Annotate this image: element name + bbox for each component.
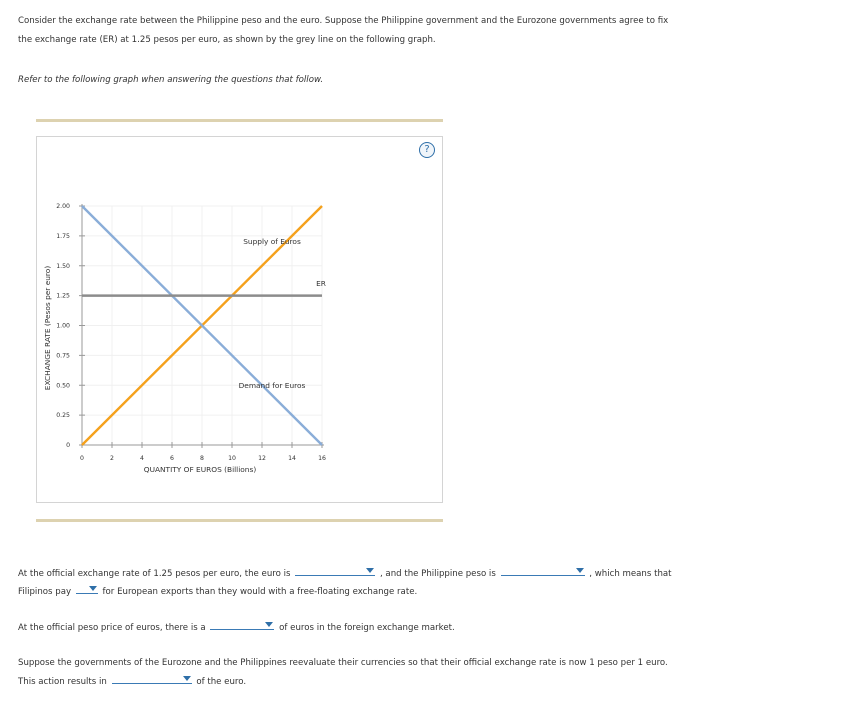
y-tick-label: 0: [66, 442, 70, 449]
y-tick-label: 1.00: [56, 322, 70, 330]
demand-label: Demand for Euros: [238, 381, 306, 390]
q3-text-b: of the euro.: [196, 677, 247, 687]
bottom-divider-band: [36, 519, 443, 522]
x-tick-label: 6: [170, 455, 174, 462]
x-tick-label: 0: [80, 455, 84, 462]
q2-text-a: At the official peso price of euros, there is a: [18, 623, 206, 633]
q1-text-d: Filipinos pay: [18, 587, 72, 597]
filipinos-pay-dropdown[interactable]: [76, 583, 98, 594]
q2-text-b: of euros in the foreign exchange market.: [279, 623, 455, 633]
x-tick-label: 8: [200, 455, 204, 462]
chevron-down-icon: [265, 622, 273, 627]
question-1-line-1: [18, 565, 672, 583]
q3-text-a: This action results in: [18, 677, 107, 687]
intro-line-1: Consider the exchange rate between the Philippine peso and the euro. Suppose the Philippine government and the Eurozone governments agree to fix: [18, 16, 669, 26]
help-button[interactable]: ?: [419, 142, 435, 158]
q1-text-b: , and the Philippine peso is: [379, 569, 496, 579]
market-condition-dropdown[interactable]: [210, 619, 274, 630]
question-3-line-1: Suppose the governments of the Eurozone and the Philippines reevaluate their currencies so that their official exchange rate is now 1 peso per 1 euro.: [18, 658, 668, 668]
er-label: ER: [316, 279, 326, 288]
x-tick-label: 14: [288, 455, 296, 462]
y-tick-label: 1.75: [56, 232, 70, 240]
chevron-down-icon: [89, 586, 97, 591]
x-tick-label: 2: [110, 455, 114, 462]
y-tick-label: 1.25: [56, 292, 70, 300]
y-tick-label: 0.75: [56, 352, 70, 360]
question-2: [18, 619, 455, 637]
chevron-down-icon: [366, 568, 374, 573]
question-1-line-2: [18, 583, 417, 601]
question-3-line-2: [18, 673, 246, 691]
y-tick-label: 2.00: [56, 203, 70, 210]
q1-text-c: , which means that: [589, 569, 672, 579]
x-tick-label: 10: [228, 455, 236, 462]
x-axis-title: QUANTITY OF EUROS (Billions): [143, 465, 257, 474]
intro-line-2: the exchange rate (ER) at 1.25 pesos per euro, as shown by the grey line on the following graph.: [18, 35, 436, 45]
currency-action-dropdown[interactable]: [112, 673, 192, 684]
x-tick-label: 16: [318, 455, 326, 462]
y-tick-label: 0.50: [56, 382, 70, 390]
x-tick-label: 4: [140, 455, 144, 462]
y-tick-label: 1.50: [56, 262, 70, 270]
refer-text: Refer to the following graph when answering the questions that follow.: [18, 75, 324, 85]
y-axis-title: EXCHANGE RATE (Pesos per euro): [43, 265, 52, 391]
peso-valuation-dropdown[interactable]: [501, 565, 585, 576]
chevron-down-icon: [183, 676, 191, 681]
euro-valuation-dropdown[interactable]: [295, 565, 375, 576]
q1-text-a: At the official exchange rate of 1.25 pesos per euro, the euro is: [18, 569, 291, 579]
supply-label: Supply of Euros: [243, 237, 301, 246]
y-tick-label: 0.25: [56, 412, 70, 420]
q1-text-e: for European exports than they would with a free-floating exchange rate.: [102, 587, 418, 597]
x-tick-label: 12: [258, 455, 266, 462]
chevron-down-icon: [576, 568, 584, 573]
